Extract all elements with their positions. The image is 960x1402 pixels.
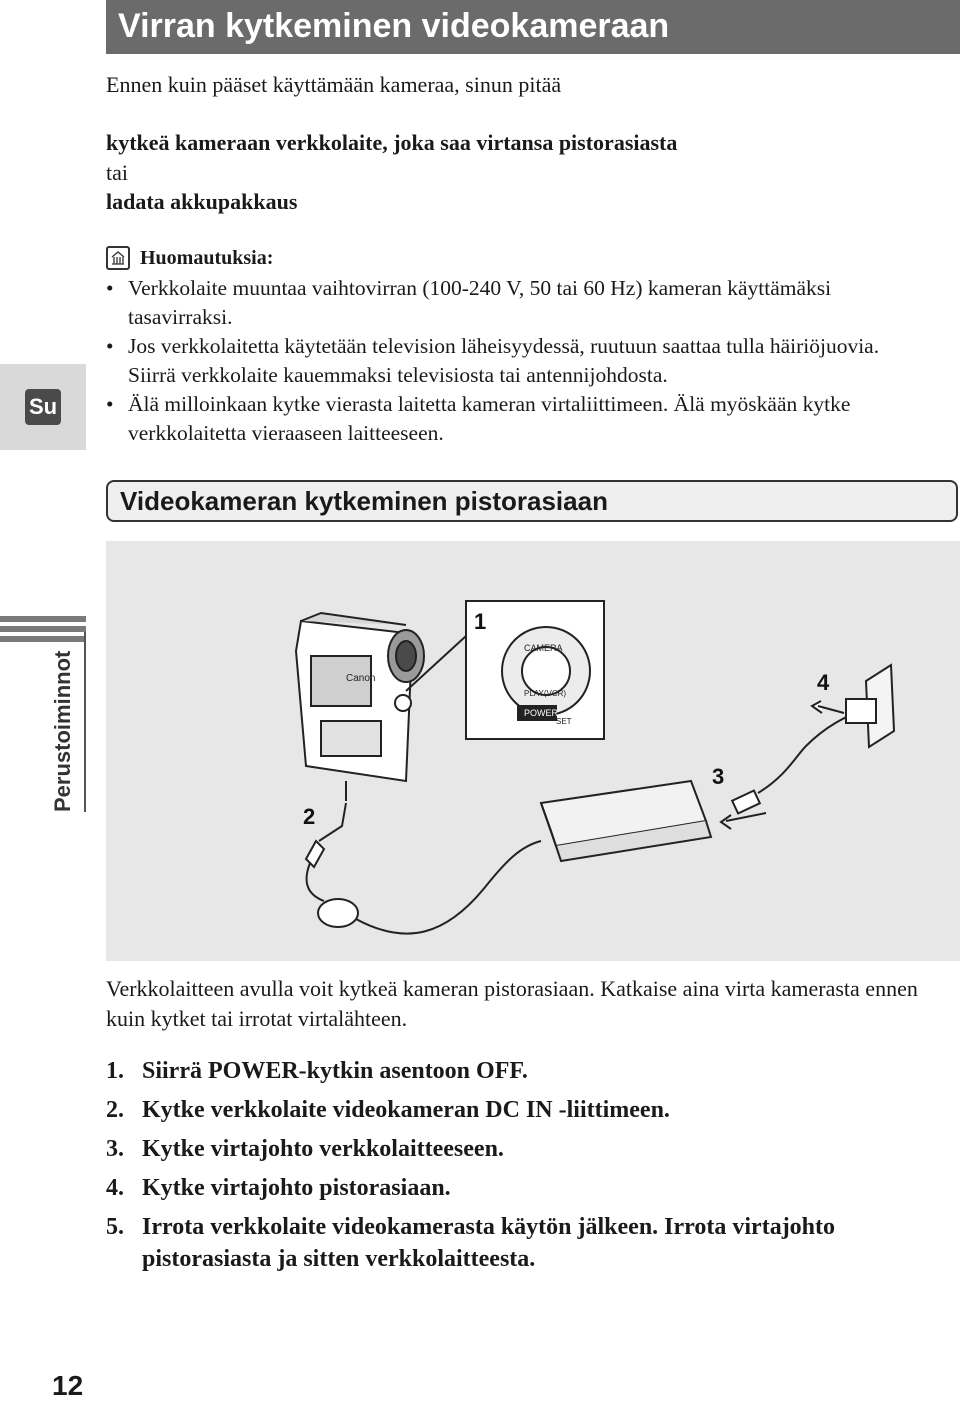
- note-text: Jos verkkolaitetta käytetään television läheisyydessä, ruutuun saattaa tulla häiriöjuovia. Siirrä verkkolaite kauemmaksi televisiosta tai antennijohdosta.: [128, 334, 880, 387]
- section-heading: Videokameran kytkeminen pistorasiaan: [106, 480, 958, 522]
- note-text: Verkkolaite muuntaa vaihtovirran (100-240 V, 50 tai 60 Hz) kameran käyttämäksi tasavirraksi.: [128, 276, 832, 329]
- power-options: [106, 128, 677, 217]
- side-rules: [0, 616, 86, 646]
- callout-3: 3: [712, 764, 725, 789]
- option-or: tai: [106, 159, 128, 185]
- note-text: Älä milloinkaan kytke vierasta laitetta kameran virtaliittimeen. Älä myöskään kytke verkkolaitetta vieraaseen laitteeseen.: [128, 392, 851, 445]
- callout-1: 1: [474, 609, 487, 634]
- play-label: PLAY(VCR): [524, 689, 567, 698]
- power-dial-inset: [406, 601, 604, 739]
- step-number: 3.: [106, 1136, 124, 1162]
- chapter-label: Perustoiminnot: [50, 650, 75, 812]
- callout-2: 2: [303, 804, 316, 829]
- note-icon: [106, 246, 130, 270]
- step-text: Kytke verkkolaite videokameran DC IN -liittimeen.: [142, 1097, 670, 1123]
- intro-text: Ennen kuin pääset käyttämään kameraa, sinun pitää: [106, 72, 562, 97]
- brand-label: Canon: [346, 673, 376, 684]
- step-number: 1.: [106, 1058, 124, 1084]
- option-adapter: kytkeä kameraan verkkolaite, joka saa virtansa pistorasiasta: [106, 130, 678, 155]
- power-label: POWER: [524, 708, 559, 718]
- list-item: [106, 1055, 960, 1087]
- camera-label: CAMERA: [524, 643, 563, 653]
- list-item: • Jos verkkolaitetta käytetään television läheisyydessä, ruutuun saattaa tulla häiriöjuovia. Siirrä verkkolaite kauemmaksi televisiosta tai antennijohdosta.: [106, 334, 880, 387]
- list-item: [106, 1094, 960, 1126]
- step-number: 2.: [106, 1097, 124, 1123]
- notes-heading: [106, 244, 273, 272]
- side-divider: [84, 632, 86, 812]
- list-item: [106, 1133, 960, 1165]
- list-item: • Älä milloinkaan kytke vierasta laitetta kameran virtaliittimeen. Älä myöskään kytke verkkolaitetta vieraaseen laitteeseen.: [106, 392, 851, 445]
- body-paragraph: Verkkolaitteen avulla voit kytkeä kameran pistorasiaan. Katkaise aina virta kamerasta ennen kuin kytket tai irrotat virtalähteen.: [106, 976, 918, 1031]
- step-text: Kytke virtajohto verkkolaitteeseen.: [142, 1136, 504, 1162]
- steps-list: [106, 1055, 960, 1282]
- step-number: 5.: [106, 1214, 124, 1240]
- connection-diagram: [106, 541, 960, 961]
- list-item: [106, 1211, 960, 1275]
- diagram-svg: [106, 541, 960, 961]
- language-tab: [0, 364, 86, 450]
- step-text: Siirrä POWER-kytkin asentoon OFF.: [142, 1058, 528, 1084]
- power-cord: [721, 709, 866, 829]
- step-number: 4.: [106, 1175, 124, 1201]
- list-item: • Verkkolaite muuntaa vaihtovirran (100-240 V, 50 tai 60 Hz) kameran käyttämäksi tasavirraksi.: [106, 276, 832, 329]
- dc-cable: [318, 841, 541, 934]
- step-text: Irrota verkkolaite videokamerasta käytön jälkeen. Irrota virtajohto pistorasiasta ja sitten verkkolaitteesta.: [142, 1214, 836, 1272]
- list-item: [106, 1172, 960, 1204]
- step-text: Kytke virtajohto pistorasiaan.: [142, 1175, 451, 1201]
- callout-4: 4: [817, 670, 830, 695]
- set-label: SET: [556, 717, 572, 726]
- language-tab-label: Su: [25, 389, 61, 425]
- notes-list: [106, 274, 916, 448]
- dc-plug: [306, 841, 324, 901]
- page-number: 12: [52, 1370, 84, 1401]
- page-title: Virran kytkeminen videokameraan: [106, 0, 960, 54]
- option-battery: ladata akkupakkaus: [106, 189, 298, 214]
- notes-heading-label: Huomautuksia:: [140, 247, 274, 269]
- ac-adapter: [541, 781, 711, 861]
